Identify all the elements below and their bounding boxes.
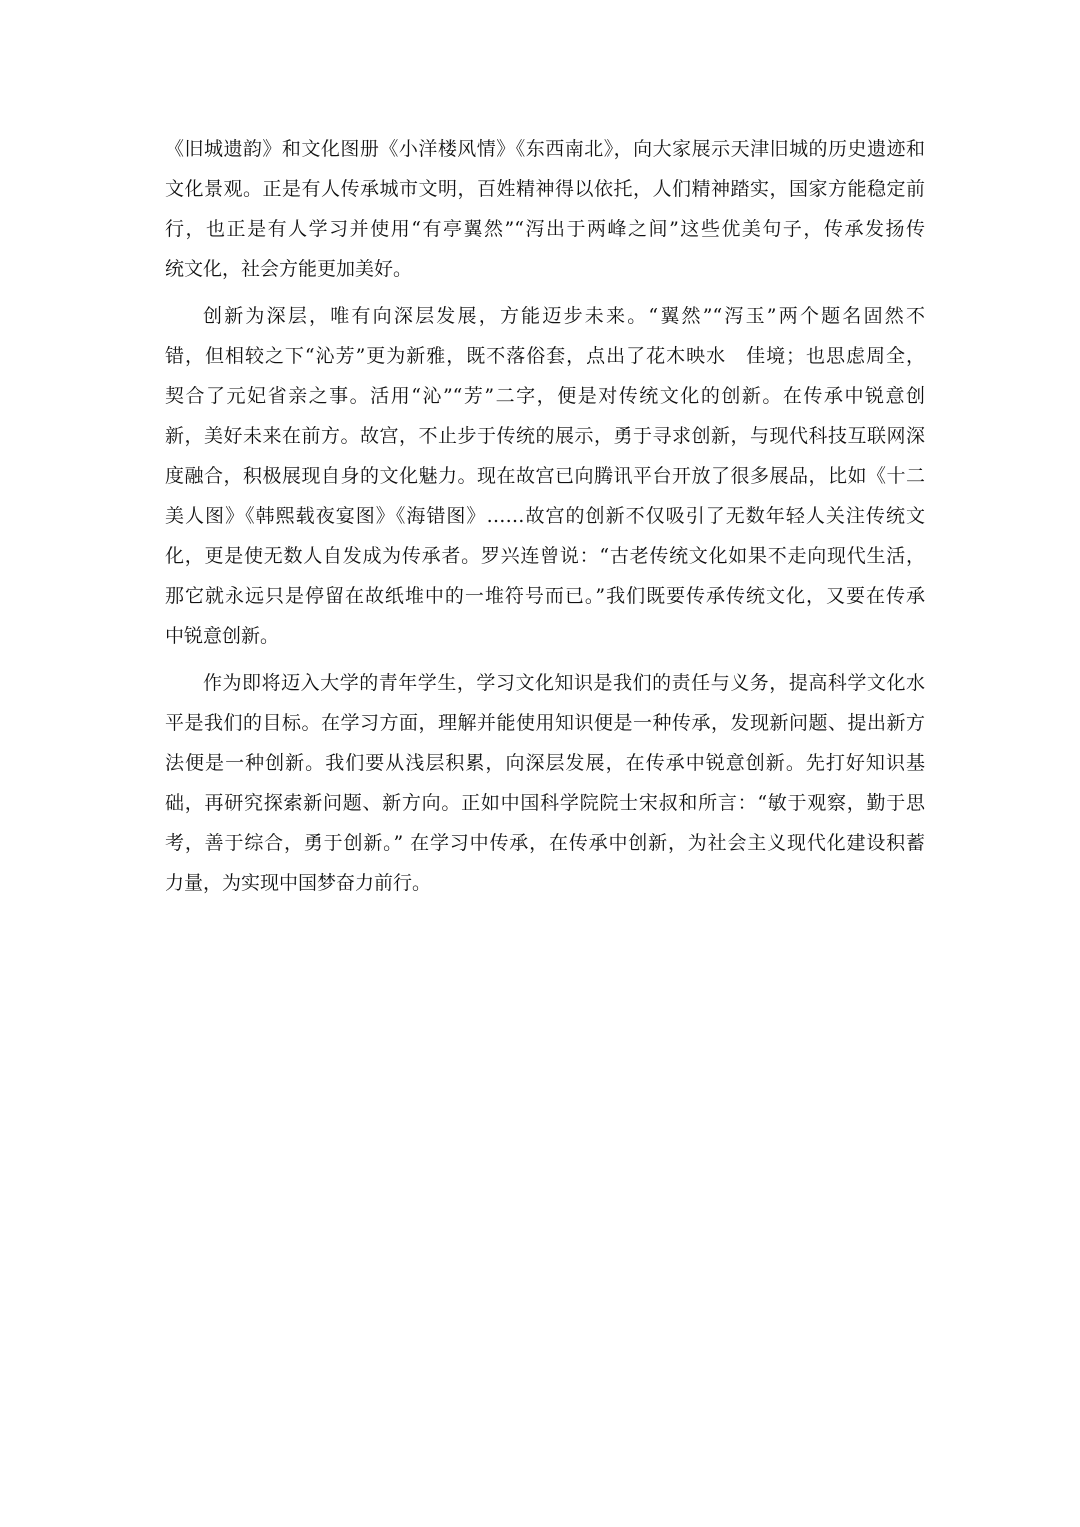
text-line: 创新为深层，唯有向深层发展，方能迈步未来。“翼然”“泻玉”两个题名固然不 — [203, 305, 925, 327]
text-line: 《旧城遗韵》和文化图册《小洋楼风情》《东西南北》，向大家展示天津旧城的历史遗迹和 — [165, 138, 925, 160]
text-line: 化，更是使无数人自发成为传承者。罗兴连曾说：“古老传统文化如果不走向现代生活， — [165, 545, 925, 567]
text-line: 美人图》《韩熙载夜宴图》《海错图》……故宫的创新不仅吸引了无数年轻人关注传统文 — [165, 505, 925, 527]
text-line: 础，再研究探索新问题、新方向。正如中国科学院院士宋叔和所言：“敏于观察，勤于思 — [165, 792, 925, 814]
paragraph-1 — [165, 129, 925, 289]
text-line: 平是我们的目标。在学习方面，理解并能使用知识便是一种传承，发现新问题、提出新方 — [165, 712, 925, 734]
text-line: 新，美好未来在前方。故宫，不止步于传统的展示，勇于寻求创新，与现代科技互联网深 — [165, 425, 925, 447]
text-line: 错，但相较之下“沁芳”更为新雅，既不落俗套，点出了花木映水 佳境；也思虑周全， — [165, 345, 925, 367]
text-line: 度融合，积极展现自身的文化魅力。现在故宫已向腾讯平台开放了很多展品，比如《十二 — [165, 465, 925, 487]
essay-body — [165, 129, 925, 903]
text-line: 契合了元妃省亲之事。活用“沁”“芳”二字，便是对传统文化的创新。在传承中锐意创 — [165, 385, 925, 407]
text-line: 那它就永远只是停留在故纸堆中的一堆符号而已。”我们既要传承传统文化，又要在传承 — [165, 585, 925, 607]
text-line: 中锐意创新。 — [165, 625, 280, 647]
paragraph-3 — [165, 663, 925, 903]
text-line: 力量，为实现中国梦奋力前行。 — [165, 872, 432, 894]
text-line: 法便是一种创新。我们要从浅层积累，向深层发展，在传承中锐意创新。先打好知识基 — [165, 752, 925, 774]
text-line: 作为即将迈入大学的青年学生，学习文化知识是我们的责任与义务，提高科学文化水 — [203, 672, 925, 694]
text-line: 行，也正是有人学习并使用“有亭翼然”“泻出于两峰之间”这些优美句子，传承发扬传 — [165, 218, 925, 240]
text-line: 文化景观。正是有人传承城市文明，百姓精神得以依托，人们精神踏实，国家方能稳定前 — [165, 178, 925, 200]
text-line: 统文化，社会方能更加美好。 — [165, 258, 413, 280]
text-line: 考，善于综合，勇于创新。” 在学习中传承，在传承中创新，为社会主义现代化建设积蓄 — [165, 832, 925, 854]
paragraph-2 — [165, 296, 925, 656]
